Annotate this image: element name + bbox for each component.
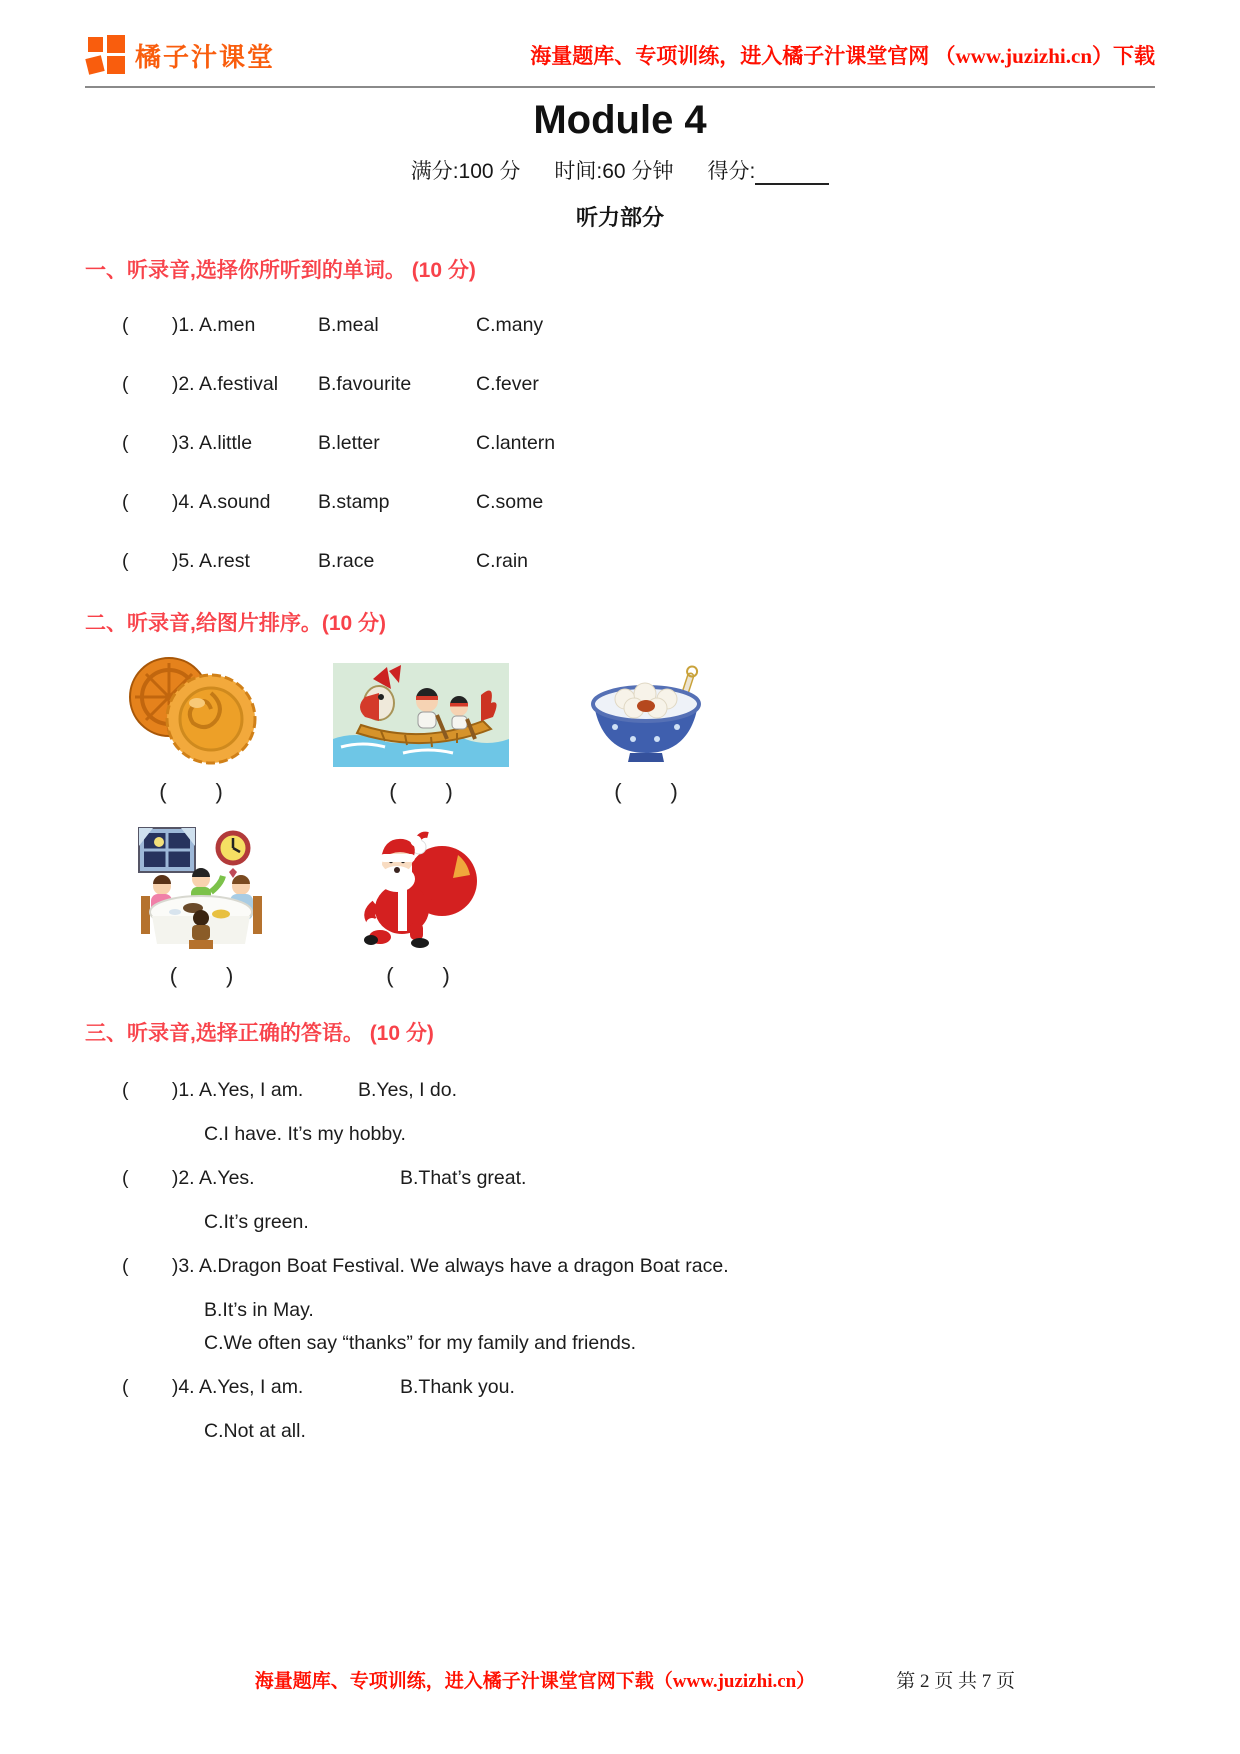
score-field [707, 155, 829, 185]
s1-q4-option-b: B.stamp [318, 491, 390, 513]
s1-q5-option-a: ( )5. A.rest [122, 550, 250, 572]
figure-mooncakes [125, 653, 257, 805]
section3-points: (10 分) [369, 1022, 434, 1045]
time-limit-label: 时间:60 分钟 [554, 160, 674, 183]
section2-heading: 二、听录音,给图片排序。(10 分) [85, 612, 387, 635]
s1-q1-option-a: ( )1. A.men [122, 314, 256, 336]
figure-santa [358, 821, 478, 989]
footer-promo-text: 海量题库、专项训练，进入橘子汁课堂官网下载（www.juzizhi.cn） [254, 1671, 816, 1692]
section1-questions [122, 312, 1155, 574]
s3-q3-option-b: B.It’s in May. [204, 1299, 314, 1321]
section3-heading-text: 三、听录音,选择正确的答语。 [85, 1022, 364, 1045]
score-blank-line [755, 159, 829, 185]
page-footer [0, 1666, 1240, 1693]
answer-paren: ( ) [159, 779, 223, 804]
s1-q3-option-c: C.lantern [476, 432, 556, 454]
family-dinner-image [133, 824, 270, 951]
s3-q2-option-a: ( )2. A.Yes. [122, 1167, 255, 1189]
s3-question-3 [122, 1253, 1155, 1280]
section3-heading [85, 1017, 1155, 1047]
s3-q4-option-b: B.Thank you. [400, 1376, 515, 1398]
header-promo-text: 海量题库、专项训练，进入橘子汁课堂官网 （www.juzizhi.cn）下载 [530, 44, 1155, 68]
section1-points: (10 分) [411, 259, 476, 282]
section2-image-row-1 [125, 653, 1155, 805]
mooncakes-image [125, 653, 257, 767]
s1-q5-option-c: C.rain [476, 550, 529, 572]
s3-q2-option-b: B.That’s great. [400, 1167, 527, 1189]
score-label: 得分: [707, 160, 756, 183]
full-score-label: 满分:100 分 [410, 160, 521, 183]
s1-q2-option-a: ( )2. A.festival [122, 373, 279, 395]
s1-q5-option-b: B.race [318, 550, 375, 572]
s3-question-1 [122, 1077, 1155, 1104]
page-title: Module 4 [533, 98, 707, 142]
s3-q1-option-b: B.Yes, I do. [358, 1079, 458, 1101]
s3-q4-option-a: ( )4. A.Yes, I am. [122, 1376, 304, 1398]
s1-q3-option-b: B.letter [318, 432, 380, 454]
s1-question-2 [122, 371, 1155, 397]
s1-question-1 [122, 312, 1155, 338]
figure-dragon-boat [333, 663, 509, 805]
bowl-of-rice-dumplings-image [585, 665, 707, 767]
section1-heading-text: 一、听录音,选择你所听到的单词。 [85, 259, 406, 282]
page-header [85, 34, 1155, 88]
s1-q3-option-a: ( )3. A.little [122, 432, 253, 454]
s3-q2-option-c: C.It’s green. [204, 1211, 309, 1233]
s3-q3-option-c: C.We often say “thanks” for my family and friends. [204, 1332, 637, 1354]
answer-paren: ( ) [389, 779, 453, 804]
s1-q2-option-b: B.favourite [318, 373, 412, 395]
answer-paren: ( ) [614, 779, 678, 804]
page-number: 第 2 页 共 7 页 [896, 1671, 1015, 1692]
exam-meta [85, 155, 1155, 185]
s1-question-4 [122, 489, 1155, 515]
s3-question-2 [122, 1165, 1155, 1192]
answer-paren: ( ) [169, 963, 234, 988]
santa-claus-image [358, 821, 478, 951]
s3-q1-option-a: ( )1. A.Yes, I am. [122, 1079, 304, 1101]
s1-q4-option-c: C.some [476, 491, 544, 513]
s1-q2-option-c: C.fever [476, 373, 539, 395]
listening-part-header: 听力部分 [575, 205, 664, 230]
section3-questions [122, 1077, 1155, 1445]
section2-image-row-2 [133, 821, 1155, 989]
s1-question-5 [122, 548, 1155, 574]
s1-question-3 [122, 430, 1155, 456]
s1-q1-option-c: C.many [476, 314, 544, 336]
brand [85, 34, 275, 76]
s3-q3-option-a: ( )3. A.Dragon Boat Festival. We always have a dragon Boat race. [122, 1255, 729, 1277]
section1-heading [85, 254, 1155, 284]
s3-question-4 [122, 1374, 1155, 1401]
figure-family-dinner [133, 824, 270, 989]
s1-q4-option-a: ( )4. A.sound [122, 491, 271, 513]
brand-name: 橘子汁课堂 [135, 41, 276, 72]
dragon-boat-race-image [333, 663, 509, 767]
juzizhi-logo-icon [85, 34, 127, 76]
s1-q1-option-b: B.meal [318, 314, 379, 336]
s3-q1-option-c: C.I have. It’s my hobby. [204, 1123, 406, 1145]
s3-q4-option-c: C.Not at all. [204, 1420, 306, 1442]
answer-paren: ( ) [386, 963, 450, 988]
figure-rice-dumplings [585, 665, 707, 805]
